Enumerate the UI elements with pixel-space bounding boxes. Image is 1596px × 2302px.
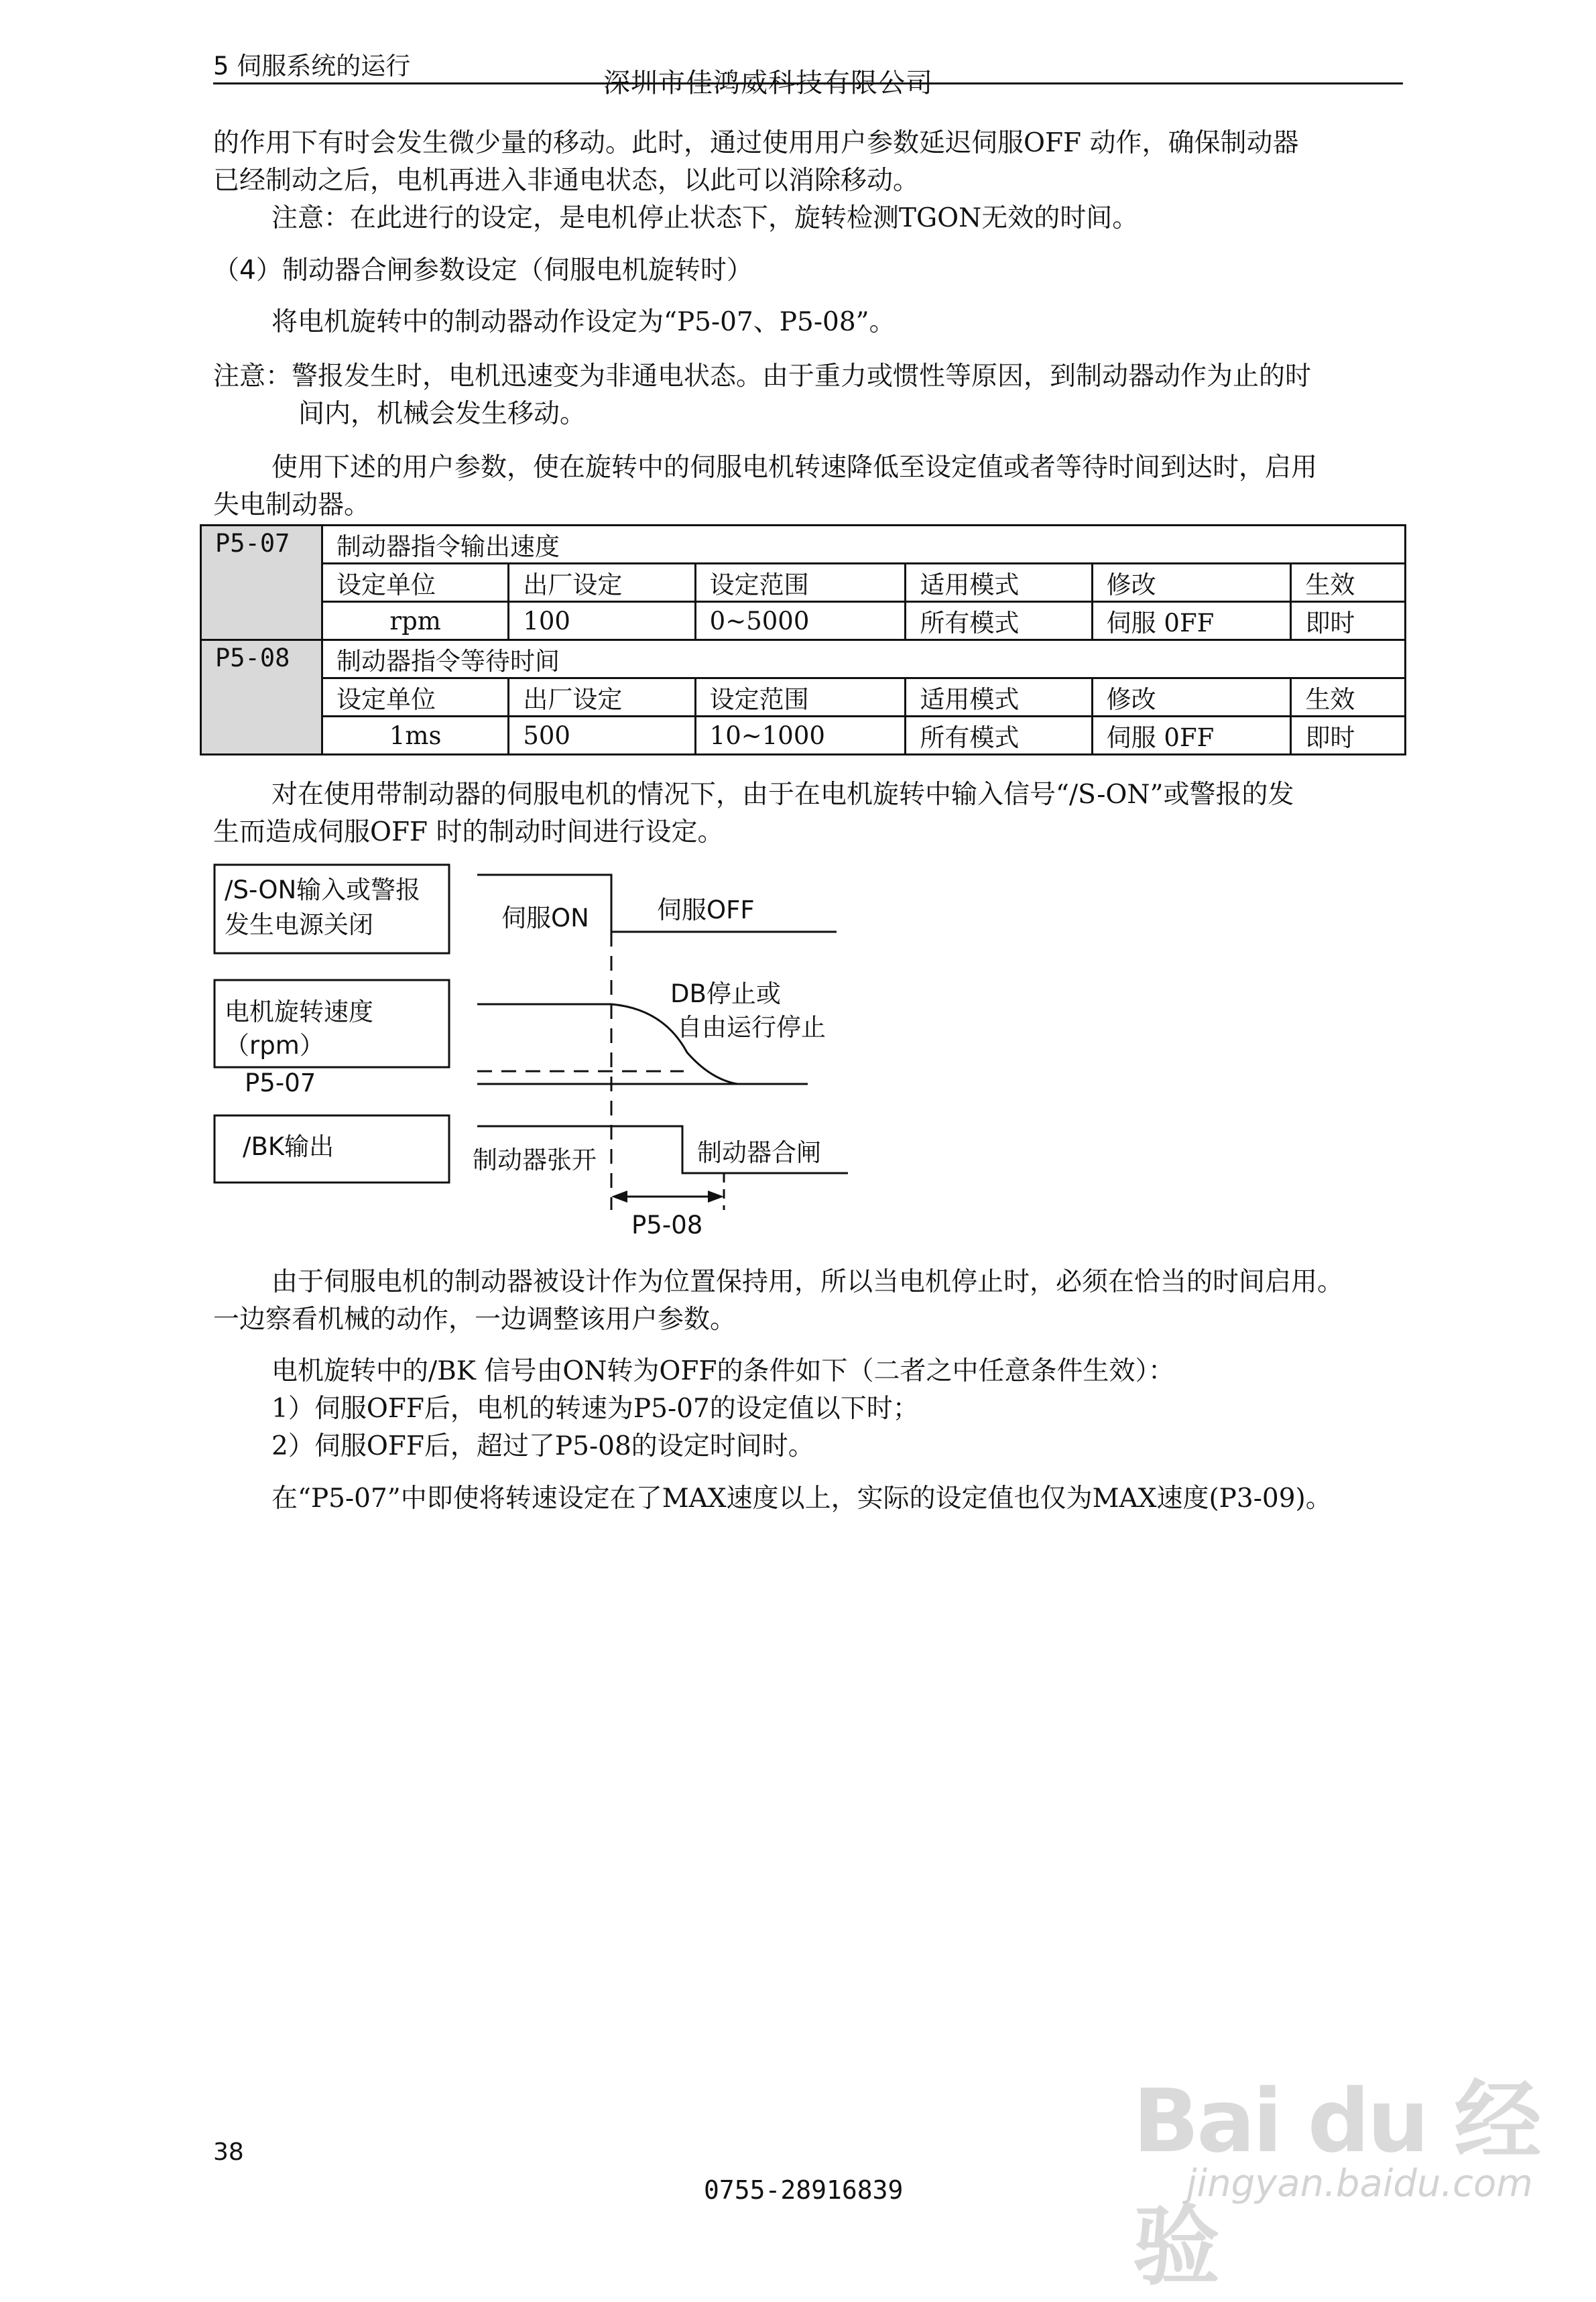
table-row bbox=[201, 602, 1406, 640]
paragraph-line: 已经制动之后，电机再进入非通电状态，以此可以消除移动。 bbox=[213, 166, 920, 196]
servo-off-label: 伺服OFF bbox=[657, 896, 755, 924]
arrow-head-left bbox=[611, 1191, 627, 1203]
table-cell: 10~1000 bbox=[695, 717, 906, 755]
db-stop-label: DB停止或 bbox=[670, 979, 781, 1008]
table-header-row bbox=[201, 678, 1406, 717]
table-cell: 所有模式 bbox=[906, 717, 1092, 755]
param-code: P5-08 bbox=[201, 640, 322, 755]
paragraph-line: 由于伺服电机的制动器被设计作为位置保持用，所以当电机停止时，必须在恰当的时间启用。 bbox=[271, 1267, 1344, 1297]
table-cell: 伺服 0FF bbox=[1092, 717, 1291, 755]
header-divider bbox=[213, 82, 1403, 84]
paragraph-line: 电机旋转中的/BK 信号由ON转为OFF的条件如下（二者之中任意条件生效）： bbox=[271, 1356, 1175, 1386]
column-header: 设定单位 bbox=[322, 564, 509, 602]
column-header: 设定范围 bbox=[695, 564, 906, 602]
table-cell: 0~5000 bbox=[695, 602, 906, 640]
column-header: 修改 bbox=[1092, 564, 1291, 602]
timing-diagram bbox=[201, 858, 871, 1247]
table-cell: 1ms bbox=[322, 717, 509, 755]
column-header: 生效 bbox=[1291, 678, 1406, 717]
paragraph-line: 对在使用带制动器的伺服电机的情况下，由于在电机旋转中输入信号“/S-ON”或警报的发 bbox=[271, 780, 1294, 810]
note-text: 注意：在此进行的设定，是电机停止状态下，旋转检测TGON无效的时间。 bbox=[271, 203, 1139, 233]
param-name: 制动器指令输出速度 bbox=[322, 526, 1406, 564]
condition-item: 1）伺服OFF后，电机的转速为P5-07的设定值以下时； bbox=[271, 1394, 919, 1424]
box-label: 发生电源关闭 bbox=[225, 910, 373, 939]
column-header: 生效 bbox=[1291, 564, 1406, 602]
table-cell: 即时 bbox=[1291, 602, 1406, 640]
column-header: 设定范围 bbox=[695, 678, 906, 717]
table-cell: 500 bbox=[509, 717, 695, 755]
note-text: 注意：警报发生时，电机迅速变为非通电状态。由于重力或惯性等原因，到制动器动作为止的时 bbox=[213, 361, 1312, 391]
column-header: 修改 bbox=[1092, 678, 1291, 717]
param-name: 制动器指令等待时间 bbox=[322, 640, 1406, 678]
box-label: /S-ON输入或警报 bbox=[225, 875, 421, 904]
time-param-label: P5-08 bbox=[631, 1211, 703, 1239]
paragraph-line: 一边察看机械的动作，一边调整该用户参数。 bbox=[213, 1305, 737, 1335]
company-name: 深圳市佳鸿威科技有限公司 bbox=[603, 68, 933, 99]
column-header: 适用模式 bbox=[906, 678, 1092, 717]
table-cell: 伺服 0FF bbox=[1092, 602, 1291, 640]
column-header: 出厂设定 bbox=[509, 564, 695, 602]
paragraph-line: 失电制动器。 bbox=[213, 490, 371, 520]
brake-close-label: 制动器合闸 bbox=[697, 1138, 821, 1167]
condition-item: 2）伺服OFF后，超过了P5-08的设定时间时。 bbox=[271, 1431, 814, 1461]
table-row bbox=[201, 640, 1406, 678]
paragraph-line: 在“P5-07”中即使将转速设定在了MAX速度以上，实际的设定值也仅为MAX速度(P3-09)。 bbox=[271, 1483, 1332, 1514]
table-cell: rpm bbox=[322, 602, 509, 640]
paragraph-line: 将电机旋转中的制动器动作设定为“P5-07、P5-08”。 bbox=[271, 307, 896, 337]
box-label: 电机旋转速度 bbox=[225, 997, 373, 1026]
servo-on-label: 伺服ON bbox=[501, 904, 589, 932]
page-number: 38 bbox=[213, 2138, 244, 2166]
paragraph-line: 的作用下有时会发生微少量的移动。此时，通过使用用户参数延迟伺服OFF 动作，确保制动器 bbox=[213, 128, 1299, 158]
note-text: 间内，机械会发生移动。 bbox=[298, 399, 587, 429]
column-header: 适用模式 bbox=[906, 564, 1092, 602]
column-header: 出厂设定 bbox=[509, 678, 695, 717]
box-label: /BK输出 bbox=[243, 1132, 334, 1161]
watermark-logo: Bai du 经验 bbox=[1133, 2070, 1539, 2297]
section-title: 5 伺服系统的运行 bbox=[213, 52, 411, 80]
table-header-row bbox=[201, 564, 1406, 602]
paragraph-line: 使用下述的用户参数，使在旋转中的伺服电机转速降低至设定值或者等待时间到达时，启用 bbox=[271, 452, 1318, 483]
arrow-head-right bbox=[708, 1191, 724, 1203]
table-cell: 即时 bbox=[1291, 717, 1406, 755]
table-cell: 所有模式 bbox=[906, 602, 1092, 640]
box-label: （rpm） bbox=[225, 1031, 324, 1060]
db-stop-label: 自由运行停止 bbox=[677, 1013, 826, 1042]
watermark-site: jingyan.baidu.com bbox=[1186, 2162, 1533, 2205]
column-header: 设定单位 bbox=[322, 678, 509, 717]
paragraph-line: 生而造成伺服OFF 时的制动时间进行设定。 bbox=[213, 817, 724, 847]
footer-phone: 0755-28916839 bbox=[704, 2175, 904, 2205]
speed-param-label: P5-07 bbox=[245, 1069, 316, 1097]
brake-open-label: 制动器张开 bbox=[473, 1146, 597, 1174]
parameter-table bbox=[200, 524, 1406, 755]
table-row bbox=[201, 717, 1406, 755]
param-code: P5-07 bbox=[201, 526, 322, 640]
section-heading: （4）制动器合闸参数设定（伺服电机旋转时） bbox=[213, 255, 753, 286]
table-cell: 100 bbox=[509, 602, 695, 640]
table-row bbox=[201, 526, 1406, 564]
